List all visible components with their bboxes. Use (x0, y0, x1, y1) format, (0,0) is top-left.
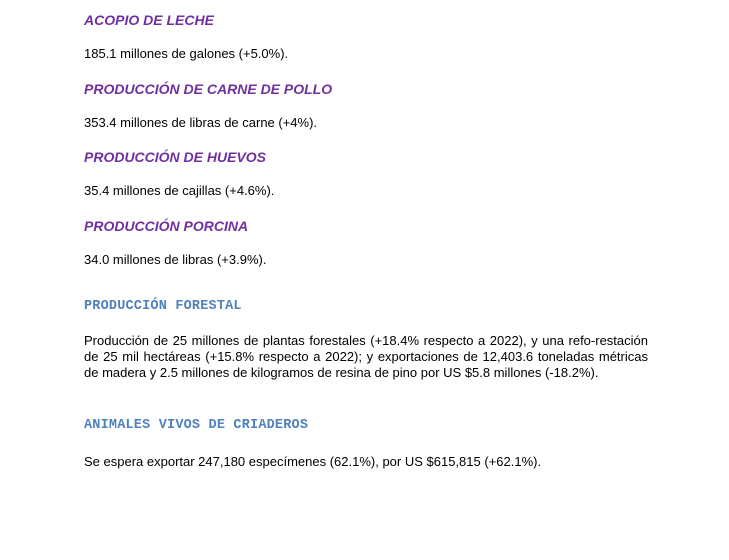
heading-porcina: PRODUCCIÓN PORCINA (84, 218, 249, 234)
text-acopio-leche: 185.1 millones de galones (+5.0%). (84, 46, 289, 61)
text-huevos: 35.4 millones de cajillas (+4.6%). (84, 183, 275, 198)
heading-animales-vivos: ANIMALES VIVOS DE CRIADEROS (84, 418, 309, 433)
heading-carne-pollo: PRODUCCIÓN DE CARNE DE POLLO (84, 81, 333, 97)
text-carne-pollo: 353.4 millones de libras de carne (+4%). (84, 115, 318, 130)
text-porcina: 34.0 millones de libras (+3.9%). (84, 252, 267, 267)
heading-acopio-leche: ACOPIO DE LECHE (84, 12, 214, 28)
heading-produccion-forestal: PRODUCCIÓN FORESTAL (84, 299, 242, 314)
text-animales-vivos: Se espera exportar 247,180 especímenes (62.1%), por US $615,815 (+62.1%). (84, 454, 542, 469)
text-produccion-forestal: Producción de 25 millones de plantas forestales (+18.4% respecto a 2022), y una refo-restación de 25 mil hectáreas (+15.8% respecto a 2022); y exportaciones de 12,403.6 toneladas métricas de madera y 2.5 millones de kilogramos de resina de pino por US $5.8 millones (-18.2%). (84, 333, 648, 380)
heading-huevos: PRODUCCIÓN DE HUEVOS (84, 149, 267, 165)
